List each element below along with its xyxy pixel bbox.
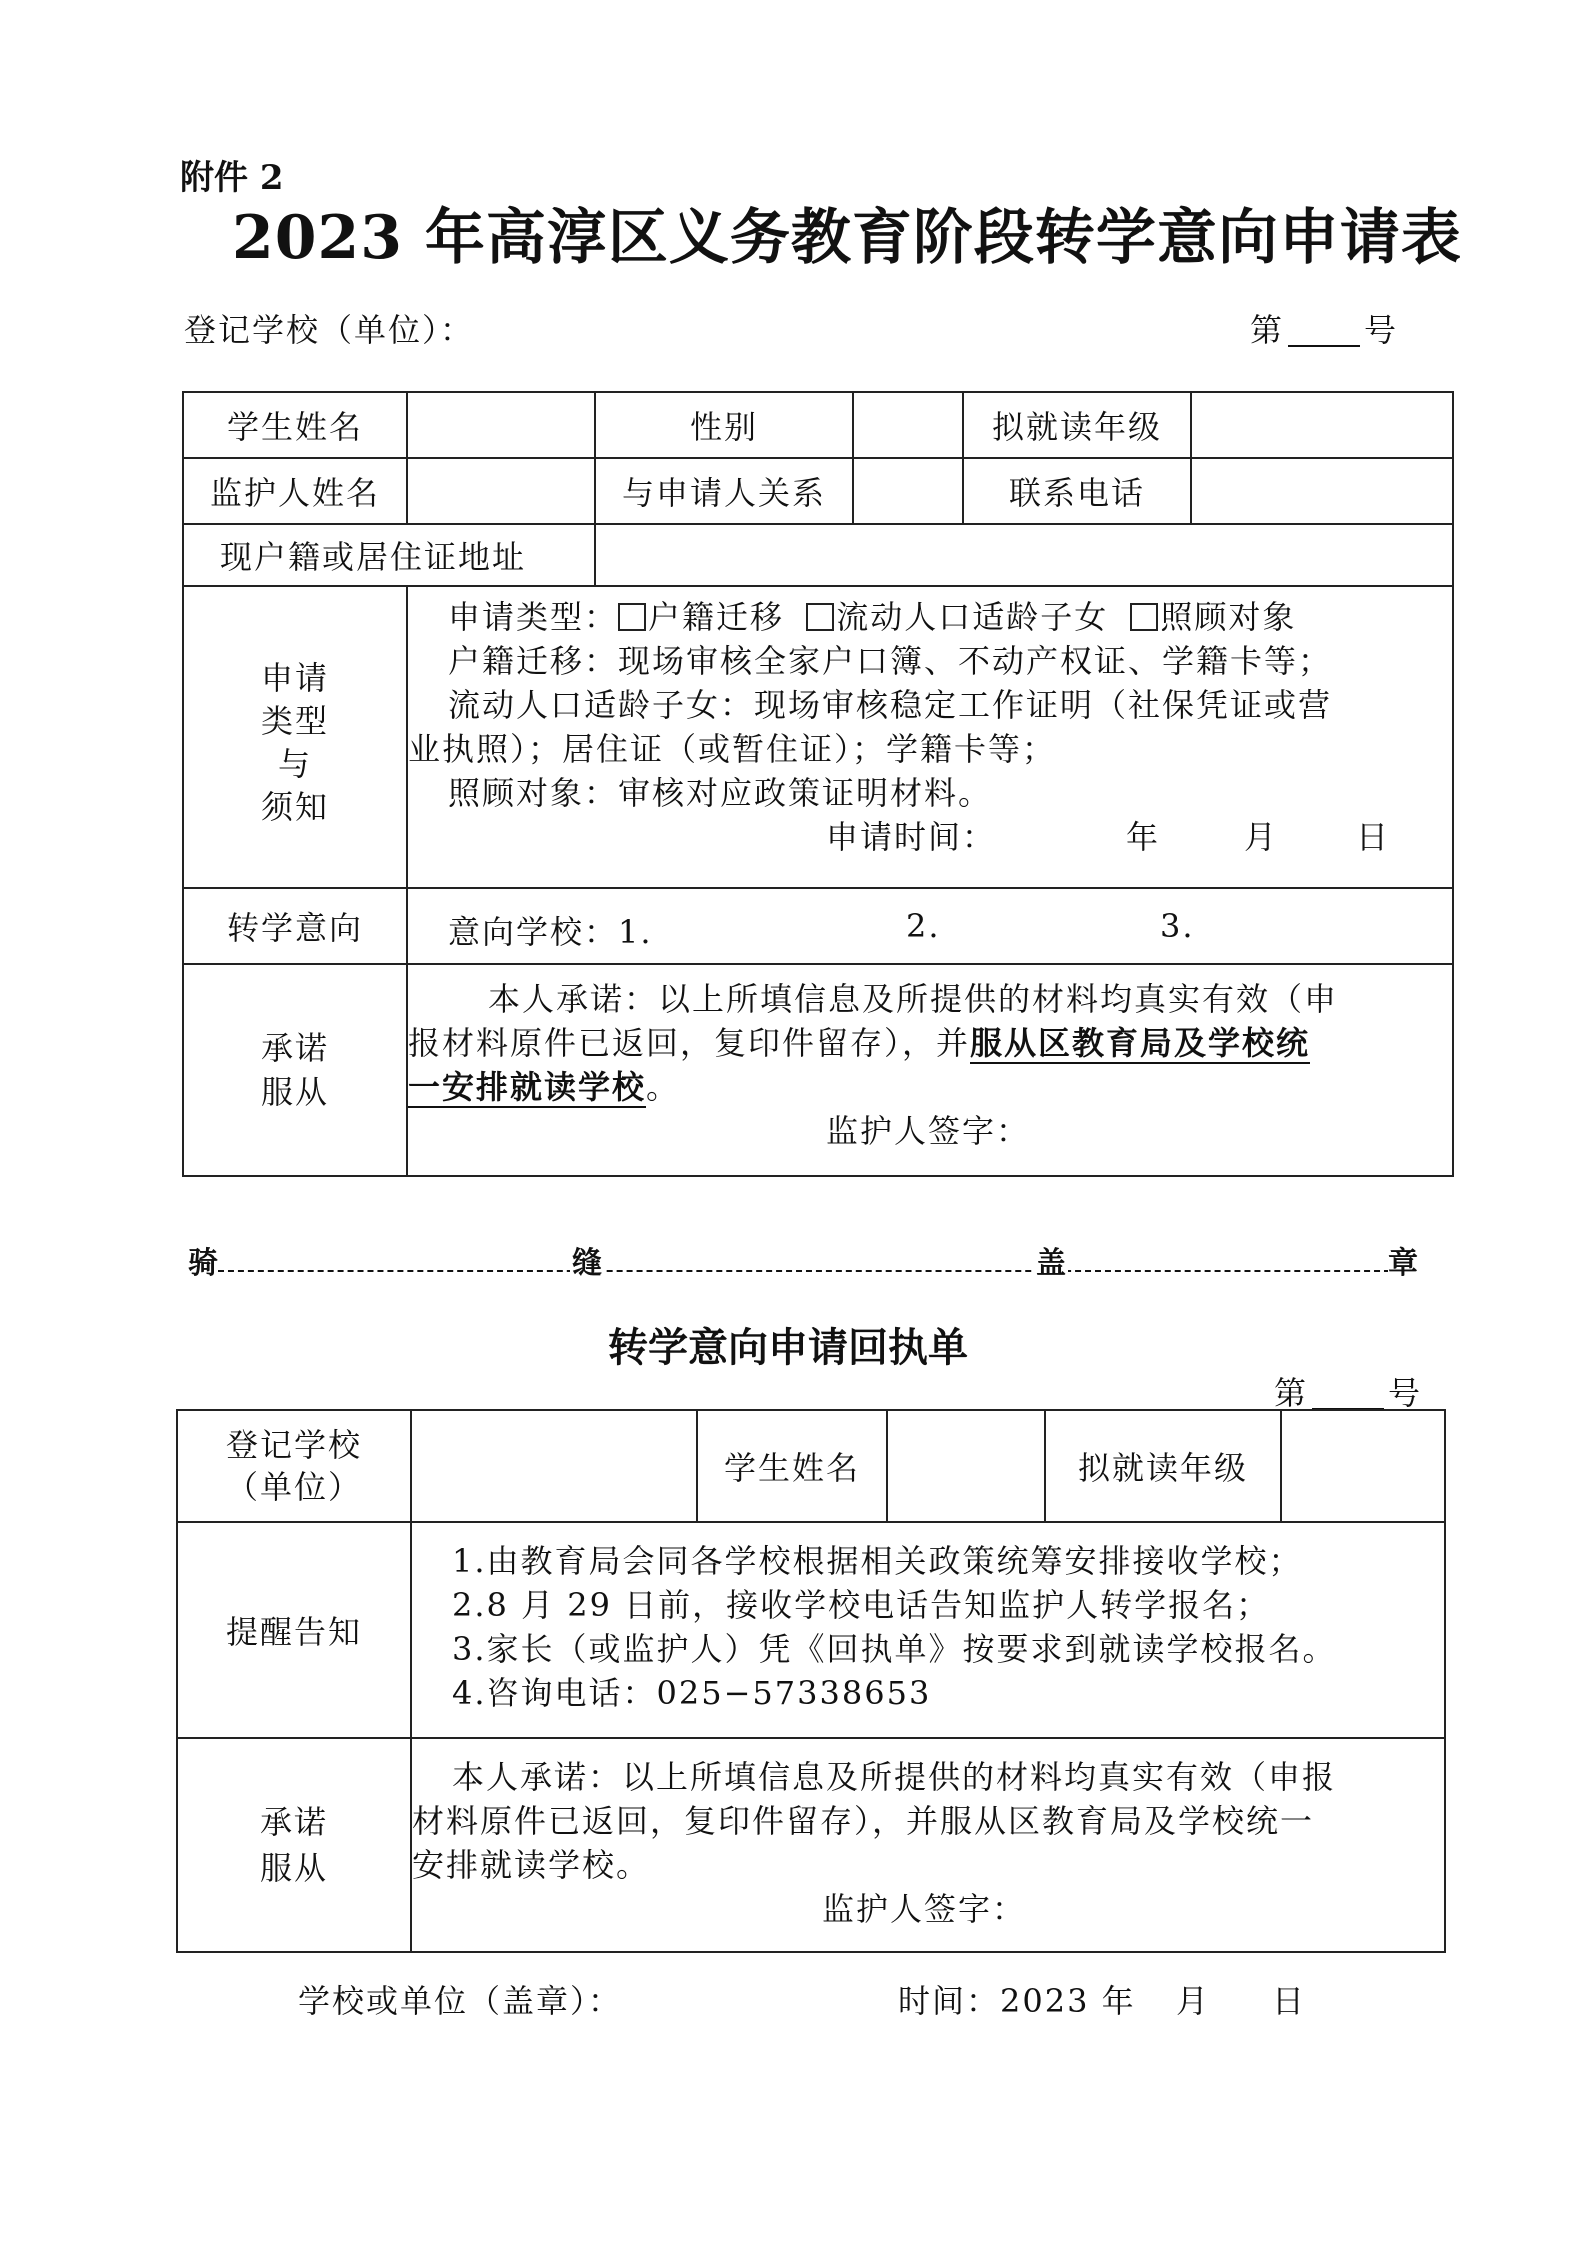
form-number	[1250, 305, 1398, 351]
notice-migrant-children: 流动人口适龄子女：现场审核稳定工作证明（社保凭证或营	[448, 686, 1333, 724]
receipt-grade-field[interactable]	[1281, 1410, 1445, 1522]
intent-school-3-label: 3.	[1160, 907, 1195, 945]
relation-label: 与申请人关系	[595, 458, 853, 524]
receipt-pledge-label-line: 承诺	[259, 1803, 328, 1841]
intent-schools[interactable]	[407, 888, 1453, 964]
guardian-name-field[interactable]	[407, 458, 595, 524]
checkbox-migrant-children[interactable]	[806, 603, 834, 631]
application-form-table	[182, 391, 1454, 1177]
receipt-number-prefix: 第	[1274, 1374, 1309, 1412]
pledge-emphasis: 服从区教育局及学校统	[970, 1024, 1311, 1062]
receipt-school-field[interactable]	[411, 1410, 697, 1522]
student-name-field[interactable]	[407, 392, 595, 458]
pledge-emphasis: 一安排就读学校	[408, 1068, 647, 1106]
receipt-pledge-label	[177, 1738, 411, 1952]
grade-label: 拟就读年级	[963, 392, 1191, 458]
seal-char: 缝	[570, 1238, 604, 1282]
receipt-number-blank[interactable]	[1312, 1378, 1384, 1410]
type-notice-content	[407, 586, 1453, 888]
receipt-number	[1274, 1368, 1422, 1414]
receipt-table	[176, 1409, 1446, 1953]
page-title: 2023 年高淳区义务教育阶段转学意向申请表	[232, 203, 1462, 273]
receipt-notice-label: 提醒告知	[177, 1522, 411, 1738]
receipt-grade-label: 拟就读年级	[1045, 1410, 1281, 1522]
attachment-label: 附件 2	[180, 158, 284, 198]
receipt-pledge-line: 本人承诺：以上所填信息及所提供的材料均真实有效（申报	[452, 1758, 1337, 1796]
type-notice-label-line: 类型	[260, 702, 329, 740]
type-notice-label-line: 与	[277, 745, 312, 783]
pledge-line-2-text: 报材料原件已返回，复印件留存），并	[408, 1024, 971, 1062]
type-option-label: 流动人口适龄子女	[836, 598, 1109, 636]
gender-field[interactable]	[853, 392, 963, 458]
receipt-school-label	[177, 1410, 411, 1522]
seal-char: 骑	[188, 1238, 218, 1282]
receipt-pledge-content	[411, 1738, 1445, 1952]
seal-line	[188, 1238, 1420, 1281]
receipt-pledge-label-line: 服从	[259, 1849, 328, 1887]
footer-month-label: 月	[1176, 1982, 1211, 2020]
notice-care-recipient: 照顾对象：审核对应政策证明材料。	[448, 774, 993, 812]
grade-field[interactable]	[1191, 392, 1453, 458]
number-prefix: 第	[1250, 311, 1285, 349]
seal-dash-line	[218, 1270, 1390, 1272]
gender-label: 性别	[595, 392, 853, 458]
application-month-label: 月	[1244, 818, 1279, 856]
type-notice-label-line: 申请	[260, 659, 329, 697]
address-field[interactable]	[595, 524, 1453, 586]
receipt-notice-item: 3.家长（或监护人）凭《回执单》按要求到就读学校报名。	[452, 1630, 1337, 1668]
receipt-guardian-signature-label: 监护人签字：	[822, 1890, 1027, 1928]
school-stamp-label: 学校或单位（盖章）：	[298, 1982, 623, 2020]
phone-label: 联系电话	[963, 458, 1191, 524]
receipt-pledge-line: 材料原件已返回，复印件留存），并服从区教育局及学校统一	[412, 1802, 1315, 1840]
number-blank[interactable]	[1288, 315, 1360, 347]
pledge-line-3	[408, 1065, 1452, 1109]
footer-time-label: 时间：2023 年	[898, 1982, 1136, 2020]
seal-char: 章	[1388, 1238, 1418, 1282]
registration-school-label: 登记学校（单位）：	[184, 311, 475, 349]
checkbox-household-transfer[interactable]	[618, 603, 646, 631]
type-notice-label-line: 须知	[260, 788, 329, 826]
student-name-label: 学生姓名	[183, 392, 407, 458]
relation-field[interactable]	[853, 458, 963, 524]
number-suffix: 号	[1364, 311, 1399, 349]
pledge-label	[183, 964, 407, 1176]
receipt-notice-item: 1.由教育局会同各学校根据相关政策统筹安排接收学校；	[452, 1542, 1303, 1580]
receipt-school-label-line: 登记学校	[225, 1426, 362, 1464]
receipt-notice-item: 2.8 月 29 日前，接收学校电话告知监护人转学报名；	[452, 1586, 1271, 1624]
pledge-label-line: 承诺	[260, 1029, 329, 1067]
receipt-student-name-label: 学生姓名	[697, 1410, 887, 1522]
receipt-notice-item: 4.咨询电话：025−57338653	[452, 1674, 932, 1712]
notice-household-transfer: 户籍迁移：现场审核全家户口簿、不动产权证、学籍卡等；	[448, 642, 1333, 680]
type-notice-label	[183, 586, 407, 888]
application-type-prefix: 申请类型：	[448, 598, 619, 636]
guardian-name-label: 监护人姓名	[183, 458, 407, 524]
phone-field[interactable]	[1191, 458, 1453, 524]
receipt-notice-content	[411, 1522, 1445, 1738]
pledge-line-2	[408, 1021, 1452, 1065]
receipt-pledge-line: 安排就读学校。	[412, 1846, 651, 1884]
pledge-line-3-end: 。	[646, 1068, 681, 1106]
checkbox-care-recipient[interactable]	[1130, 603, 1158, 631]
footer-day-label: 日	[1272, 1982, 1307, 2020]
application-year-label: 年	[1126, 818, 1161, 856]
seal-char: 盖	[1034, 1238, 1068, 1282]
pledge-line-1: 本人承诺：以上所填信息及所提供的材料均真实有效（申	[488, 980, 1339, 1018]
intent-school-1-label: 意向学校：1.	[448, 913, 653, 951]
pledge-content	[407, 964, 1453, 1176]
address-label: 现户籍或居住证地址	[183, 524, 595, 586]
intent-school-2-label: 2.	[906, 907, 941, 945]
receipt-student-name-field[interactable]	[887, 1410, 1045, 1522]
type-option-label: 照顾对象	[1160, 598, 1297, 636]
receipt-number-suffix: 号	[1388, 1374, 1423, 1412]
guardian-signature-label: 监护人签字：	[826, 1112, 1031, 1150]
application-day-label: 日	[1356, 818, 1391, 856]
notice-migrant-children-cont: 业执照）；居住证（或暂住证）；学籍卡等；	[408, 730, 1057, 768]
receipt-school-label-line: （单位）	[225, 1468, 362, 1506]
intent-label: 转学意向	[183, 888, 407, 964]
receipt-title: 转学意向申请回执单	[608, 1324, 968, 1371]
application-time-label: 申请时间：	[826, 818, 997, 856]
pledge-label-line: 服从	[260, 1073, 329, 1111]
type-option-label: 户籍迁移	[648, 598, 785, 636]
